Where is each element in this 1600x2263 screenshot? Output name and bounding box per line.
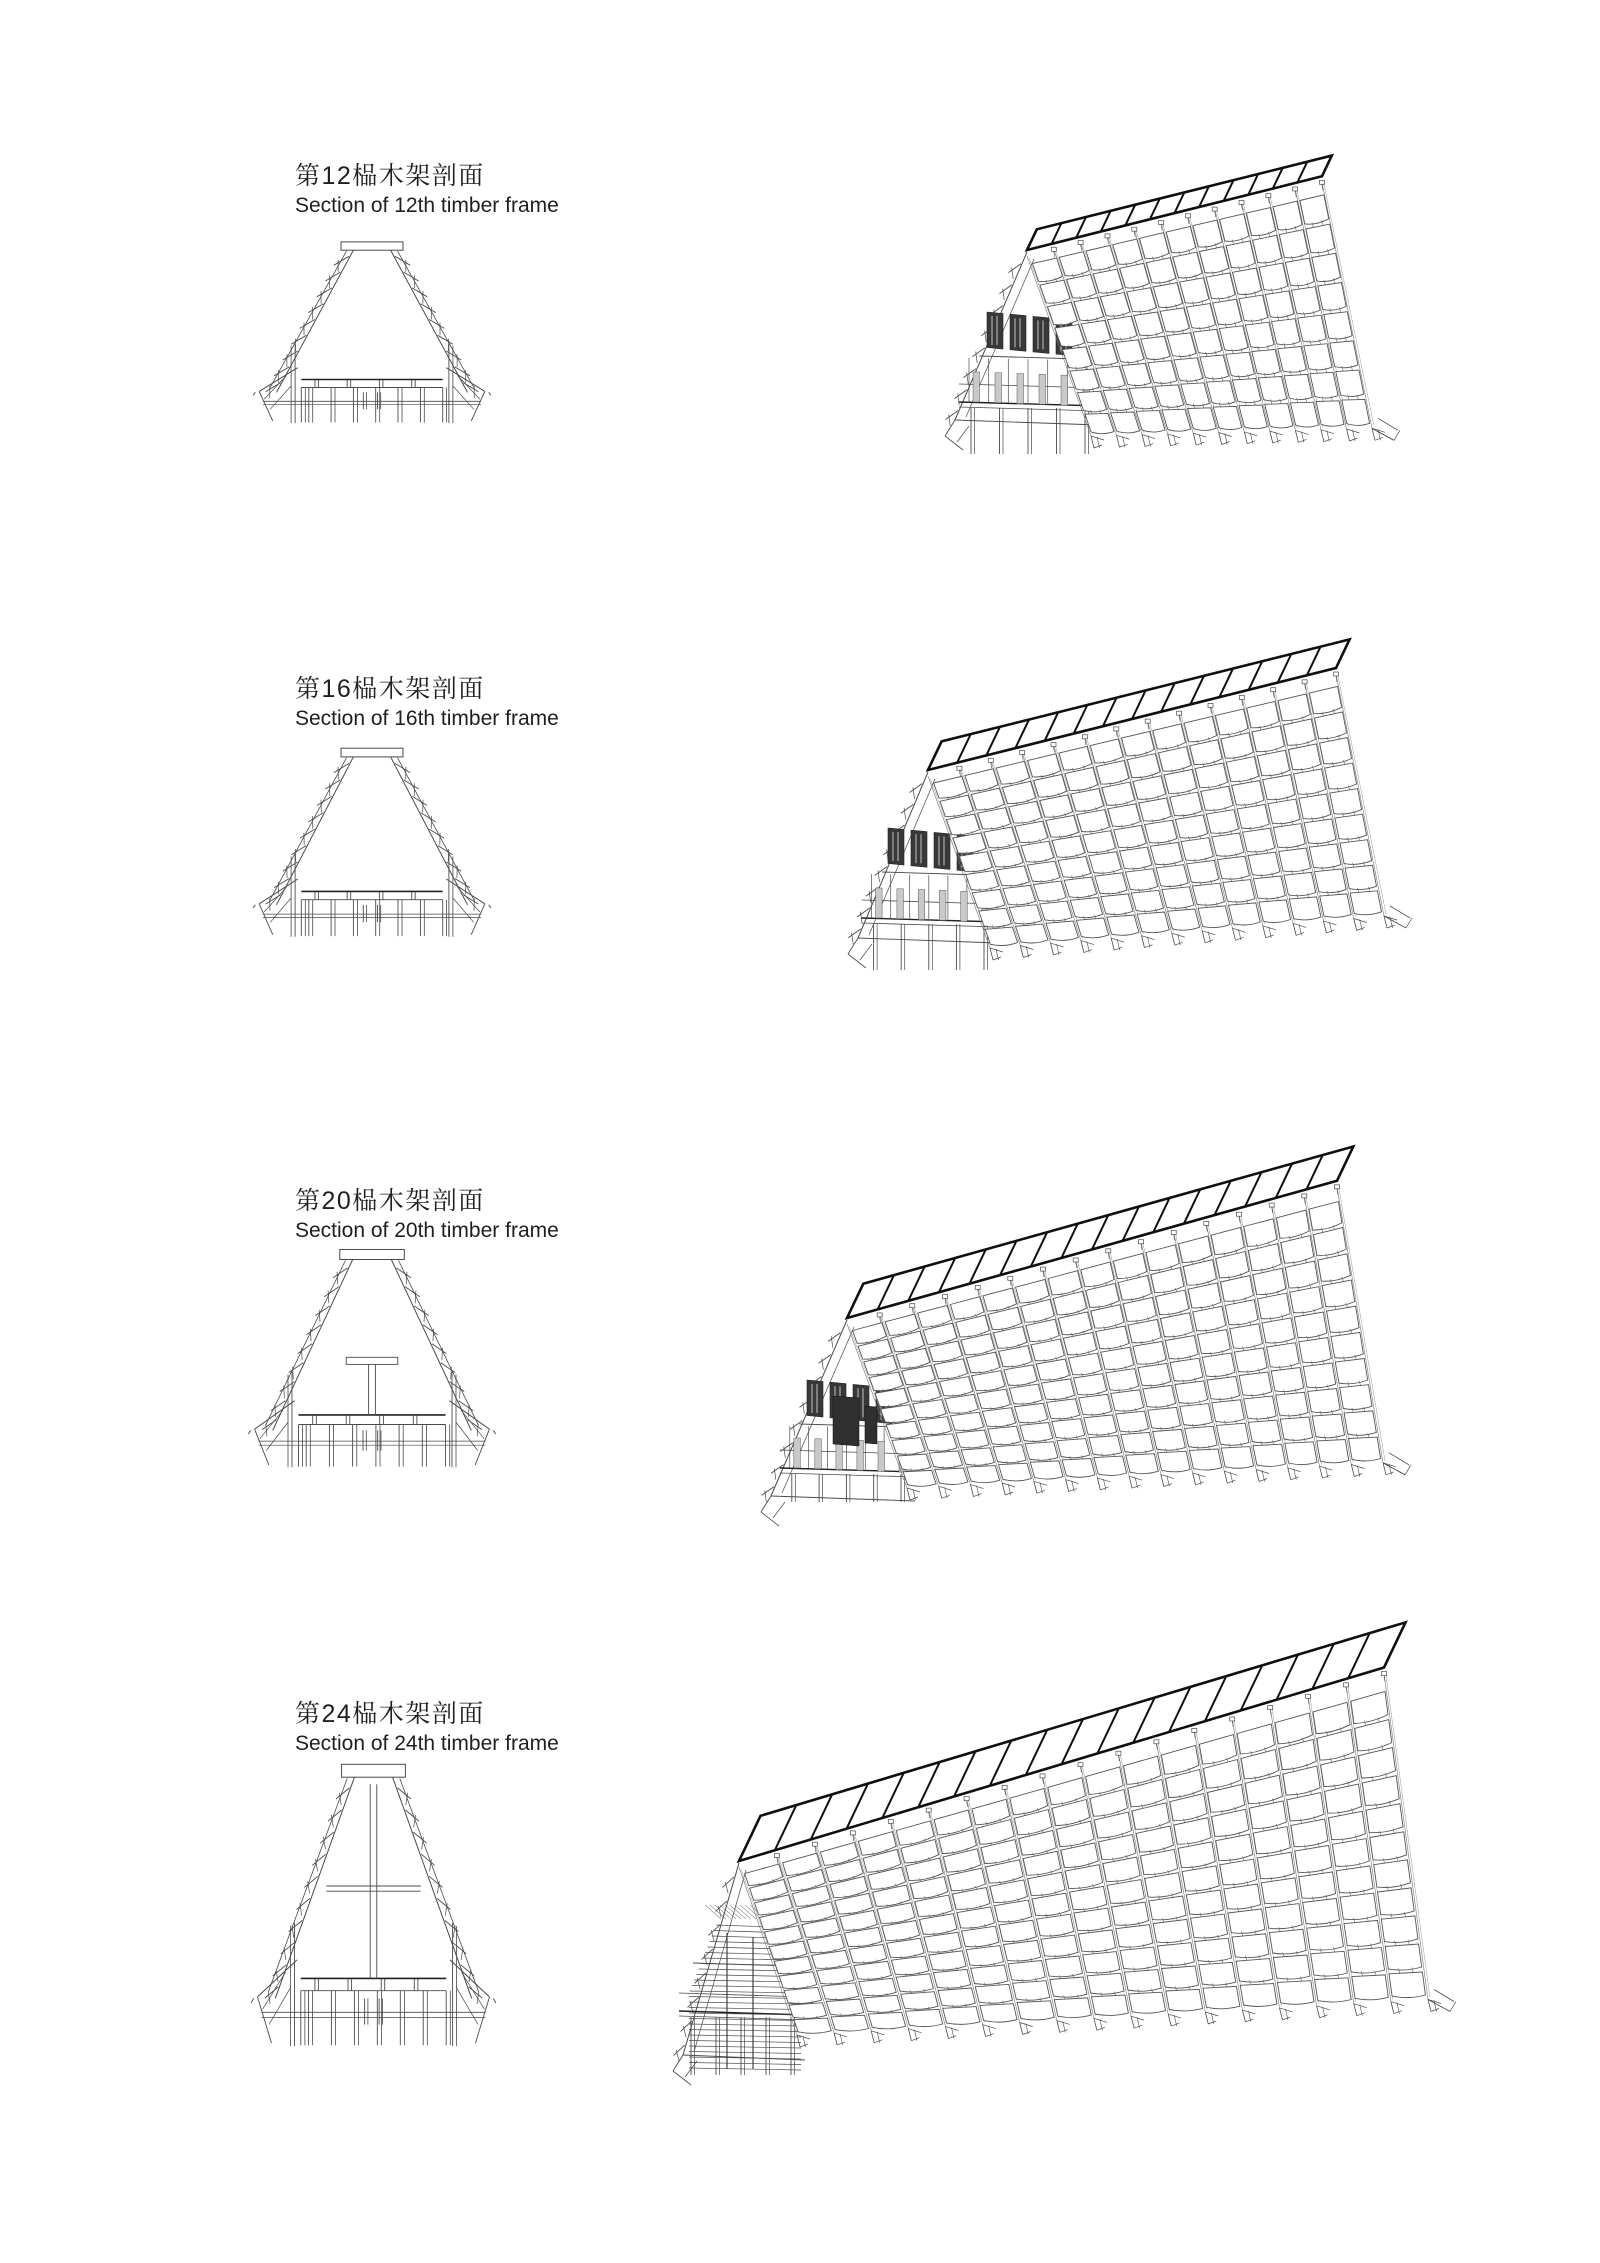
- frame-label: [295, 1188, 559, 1242]
- frame-label: [295, 163, 559, 217]
- frame-label: [295, 676, 559, 730]
- axon-view-frame-20: [755, 1118, 1407, 1512]
- frame-title-en: Section of 16th timber frame: [295, 706, 559, 730]
- frame-title-cn: 第16榀木架剖面: [295, 675, 485, 703]
- axon-view-frame-16: [840, 648, 1402, 980]
- section-view-frame-16: [248, 740, 496, 946]
- section-view-frame-20: [243, 1240, 501, 1478]
- frame-title-en: Section of 20th timber frame: [295, 1218, 559, 1242]
- frame-title-cn: 第20榀木架剖面: [295, 1187, 485, 1215]
- section-view-frame-24: [246, 1752, 501, 2060]
- frame-title-cn: 第24榀木架剖面: [295, 1700, 485, 1728]
- axon-view-frame-12: [925, 158, 1403, 473]
- frame-title-cn: 第12榀木架剖面: [295, 162, 485, 190]
- frame-title-en: Section of 12th timber frame: [295, 193, 559, 217]
- section-view-frame-12: [248, 234, 496, 432]
- frame-title-en: Section of 24th timber frame: [295, 1731, 559, 1755]
- frame-label: [295, 1701, 559, 1755]
- axon-view-frame-24: [675, 1605, 1450, 2085]
